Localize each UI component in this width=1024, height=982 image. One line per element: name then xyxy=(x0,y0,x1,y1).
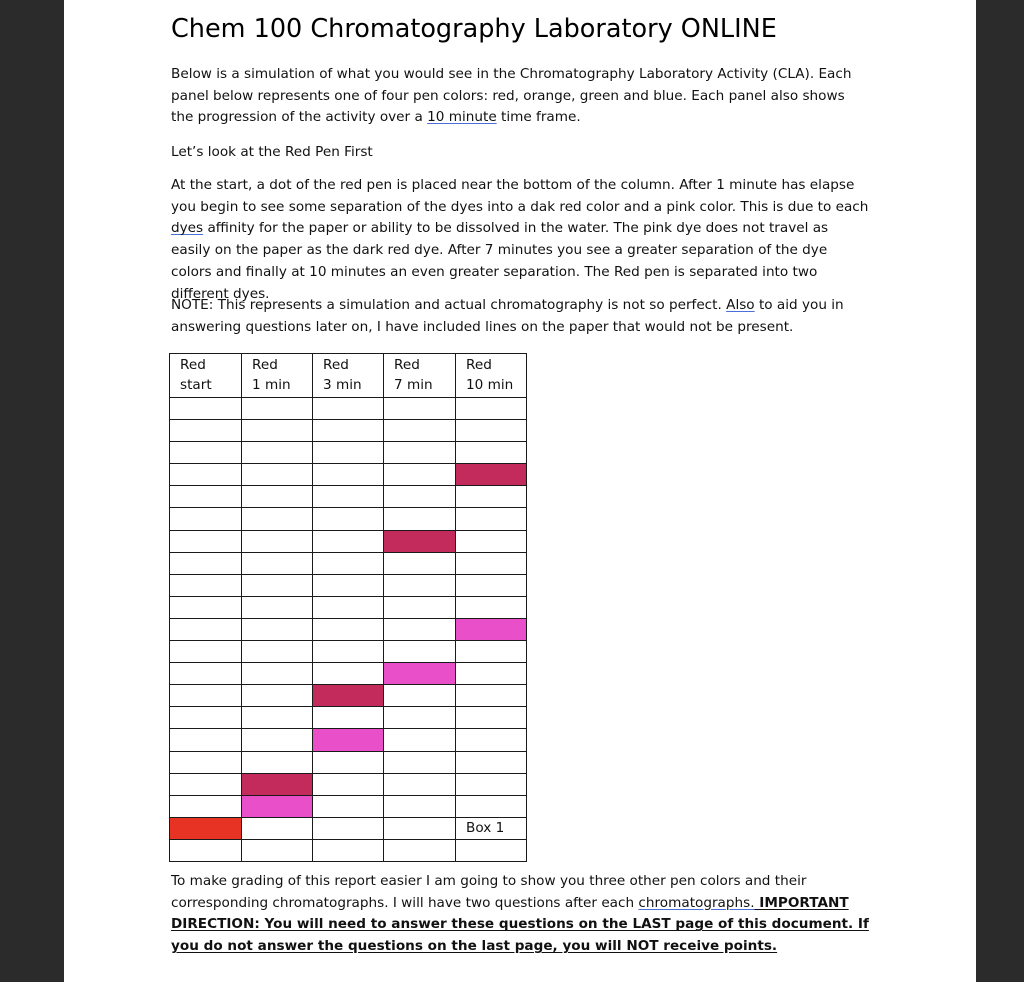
table-header-row xyxy=(170,354,527,398)
grid-cell-1min xyxy=(242,751,313,773)
table-row xyxy=(170,663,527,685)
grid-cell-7min xyxy=(384,552,456,574)
grid-cell-start xyxy=(170,574,242,596)
dye-band-7min xyxy=(384,530,456,552)
grid-cell-7min xyxy=(384,486,456,508)
grid-cell-start xyxy=(170,795,242,817)
grid-cell-10min xyxy=(456,574,527,596)
header-red-3min: Red 3 min xyxy=(313,354,384,398)
grid-cell-10min xyxy=(456,641,527,663)
grid-cell-7min xyxy=(384,751,456,773)
grid-cell-10min xyxy=(456,839,527,861)
grid-cell-1min xyxy=(242,839,313,861)
intro-underlined: 10 minute xyxy=(427,109,497,126)
table-row xyxy=(170,552,527,574)
grid-cell-1min xyxy=(242,486,313,508)
grid-cell-3min xyxy=(313,530,384,552)
closing-paragraph xyxy=(171,871,871,958)
grid-cell-10min xyxy=(456,729,527,751)
table-row xyxy=(170,486,527,508)
grid-cell-start xyxy=(170,420,242,442)
grid-cell-10min xyxy=(456,530,527,552)
note-text: NOTE: This represents a simulation and actual chromatography is not so perfect. xyxy=(171,297,727,313)
grid-cell-1min xyxy=(242,729,313,751)
chromatography-table xyxy=(169,353,527,862)
header-red-start: Red start xyxy=(170,354,242,398)
grid-cell-10min xyxy=(456,552,527,574)
intro-text: Below is a simulation of what you would see in the Chromatography Laboratory Activity (CLA). Each panel below represents one of four pen colors: red, orange, green and blue. Each panel also shows the progression of the activity over a xyxy=(171,66,852,126)
red-paragraph-text-2: affinity for the paper or ability to be dissolved in the water. The pink dye does not travel as easily on the paper as the dark red dye. After 7 minutes you see a greater separation of the dye colors and finally at 10 minutes an even greater separation. The Red pen is separated into two different dyes. xyxy=(171,220,829,302)
grid-cell-10min xyxy=(456,663,527,685)
grid-cell-1min xyxy=(242,574,313,596)
grid-cell-start xyxy=(170,641,242,663)
grid-cell-10min xyxy=(456,773,527,795)
grid-cell-start xyxy=(170,685,242,707)
grid-cell-start xyxy=(170,729,242,751)
grid-cell-7min xyxy=(384,641,456,663)
grid-cell-start xyxy=(170,707,242,729)
grid-cell-start xyxy=(170,398,242,420)
table-row xyxy=(170,729,527,751)
table-row xyxy=(170,707,527,729)
grid-cell-3min xyxy=(313,839,384,861)
grid-cell-start xyxy=(170,663,242,685)
grid-cell-1min xyxy=(242,707,313,729)
grid-cell-start xyxy=(170,839,242,861)
table-row xyxy=(170,773,527,795)
grid-cell-start xyxy=(170,530,242,552)
grid-cell-1min xyxy=(242,552,313,574)
grid-cell-start xyxy=(170,596,242,618)
closing-important-direction: IMPORTANT DIRECTION: You will need to answer these questions on the LAST page of this document. If you do not answer the questions on the last page, you will NOT receive points. xyxy=(171,894,869,955)
dye-band-10min xyxy=(456,464,527,486)
grid-cell-start xyxy=(170,751,242,773)
grid-cell-3min xyxy=(313,663,384,685)
grid-cell-1min xyxy=(242,398,313,420)
grid-cell-start xyxy=(170,773,242,795)
table-row xyxy=(170,618,527,640)
box-label: Box 1 xyxy=(456,817,527,839)
grid-cell-1min xyxy=(242,817,313,839)
note-underlined: Also xyxy=(726,297,755,313)
grid-cell-10min xyxy=(456,398,527,420)
dye-band-start xyxy=(170,817,242,839)
grid-cell-7min xyxy=(384,420,456,442)
grid-cell-start xyxy=(170,618,242,640)
dye-band-3min xyxy=(313,729,384,751)
intro-text-end: time frame. xyxy=(496,109,581,126)
grid-cell-3min xyxy=(313,574,384,596)
table-row xyxy=(170,420,527,442)
grid-cell-3min xyxy=(313,486,384,508)
grid-cell-3min xyxy=(313,420,384,442)
page-title: Chem 100 Chromatography Laboratory ONLINE xyxy=(171,14,777,44)
table-row xyxy=(170,398,527,420)
grid-cell-1min xyxy=(242,685,313,707)
grid-cell-7min xyxy=(384,707,456,729)
grid-cell-10min xyxy=(456,685,527,707)
table-row xyxy=(170,442,527,464)
grid-cell-3min xyxy=(313,398,384,420)
grid-cell-7min xyxy=(384,596,456,618)
grid-cell-3min xyxy=(313,641,384,663)
grid-cell-1min xyxy=(242,530,313,552)
red-paragraph-underlined: dyes xyxy=(171,220,204,237)
header-red-1min: Red 1 min xyxy=(242,354,313,398)
grid-cell-1min xyxy=(242,420,313,442)
table-row xyxy=(170,839,527,861)
table-row xyxy=(170,508,527,530)
grid-cell-3min xyxy=(313,618,384,640)
grid-cell-3min xyxy=(313,442,384,464)
header-red-7min: Red 7 min xyxy=(384,354,456,398)
grid-cell-3min xyxy=(313,464,384,486)
grid-cell-7min xyxy=(384,398,456,420)
intro-paragraph xyxy=(171,64,871,129)
grid-cell-7min xyxy=(384,839,456,861)
grid-cell-3min xyxy=(313,795,384,817)
grid-cell-7min xyxy=(384,618,456,640)
grid-cell-10min xyxy=(456,508,527,530)
table-row xyxy=(170,530,527,552)
document-page xyxy=(64,0,976,982)
grid-cell-1min xyxy=(242,508,313,530)
grid-cell-7min xyxy=(384,795,456,817)
grid-cell-3min xyxy=(313,552,384,574)
grid-cell-10min xyxy=(456,795,527,817)
grid-cell-1min xyxy=(242,442,313,464)
grid-cell-7min xyxy=(384,574,456,596)
table-row xyxy=(170,596,527,618)
grid-cell-3min xyxy=(313,817,384,839)
red-paragraph xyxy=(171,175,871,305)
grid-cell-10min xyxy=(456,420,527,442)
table-row xyxy=(170,751,527,773)
grid-cell-7min xyxy=(384,773,456,795)
grid-cell-start xyxy=(170,442,242,464)
dye-band-10min xyxy=(456,618,527,640)
table-row xyxy=(170,685,527,707)
header-red-10min: Red 10 min xyxy=(456,354,527,398)
table-row xyxy=(170,641,527,663)
grid-cell-7min xyxy=(384,817,456,839)
dye-band-3min xyxy=(313,685,384,707)
grid-cell-3min xyxy=(313,596,384,618)
grid-cell-10min xyxy=(456,486,527,508)
red-paragraph-text: At the start, a dot of the red pen is placed near the bottom of the column. After 1 minute has elapse you begin to see some separation of the dyes into a dak red color and a pink color. This is due to each xyxy=(171,177,869,215)
grid-cell-10min xyxy=(456,751,527,773)
closing-underlined: chromatographs. xyxy=(638,894,755,911)
grid-cell-10min xyxy=(456,442,527,464)
grid-cell-start xyxy=(170,552,242,574)
note-text-2: to aid you in answering questions later on, I have included lines on the paper that would not be present. xyxy=(171,297,844,335)
grid-cell-1min xyxy=(242,464,313,486)
grid-cell-1min xyxy=(242,618,313,640)
table-row xyxy=(170,574,527,596)
grid-cell-10min xyxy=(456,707,527,729)
dye-band-1min xyxy=(242,795,313,817)
grid-cell-1min xyxy=(242,663,313,685)
grid-cell-3min xyxy=(313,508,384,530)
note-paragraph xyxy=(171,295,871,338)
grid-cell-7min xyxy=(384,464,456,486)
grid-cell-3min xyxy=(313,707,384,729)
table-row xyxy=(170,795,527,817)
grid-cell-10min xyxy=(456,596,527,618)
grid-cell-start xyxy=(170,508,242,530)
grid-cell-7min xyxy=(384,442,456,464)
grid-cell-7min xyxy=(384,685,456,707)
grid-cell-1min xyxy=(242,596,313,618)
grid-cell-3min xyxy=(313,751,384,773)
grid-cell-7min xyxy=(384,729,456,751)
grid-cell-7min xyxy=(384,508,456,530)
grid-cell-start xyxy=(170,464,242,486)
closing-text: To make grading of this report easier I am going to show you three other pen colors and their corresponding chromatographs. I will have two questions after each xyxy=(171,873,807,911)
red-heading: Let’s look at the Red Pen First xyxy=(171,144,373,160)
table-row xyxy=(170,464,527,486)
grid-cell-1min xyxy=(242,641,313,663)
dye-band-7min xyxy=(384,663,456,685)
dye-band-1min xyxy=(242,773,313,795)
grid-cell-3min xyxy=(313,773,384,795)
grid-cell-start xyxy=(170,486,242,508)
table-row xyxy=(170,817,527,839)
